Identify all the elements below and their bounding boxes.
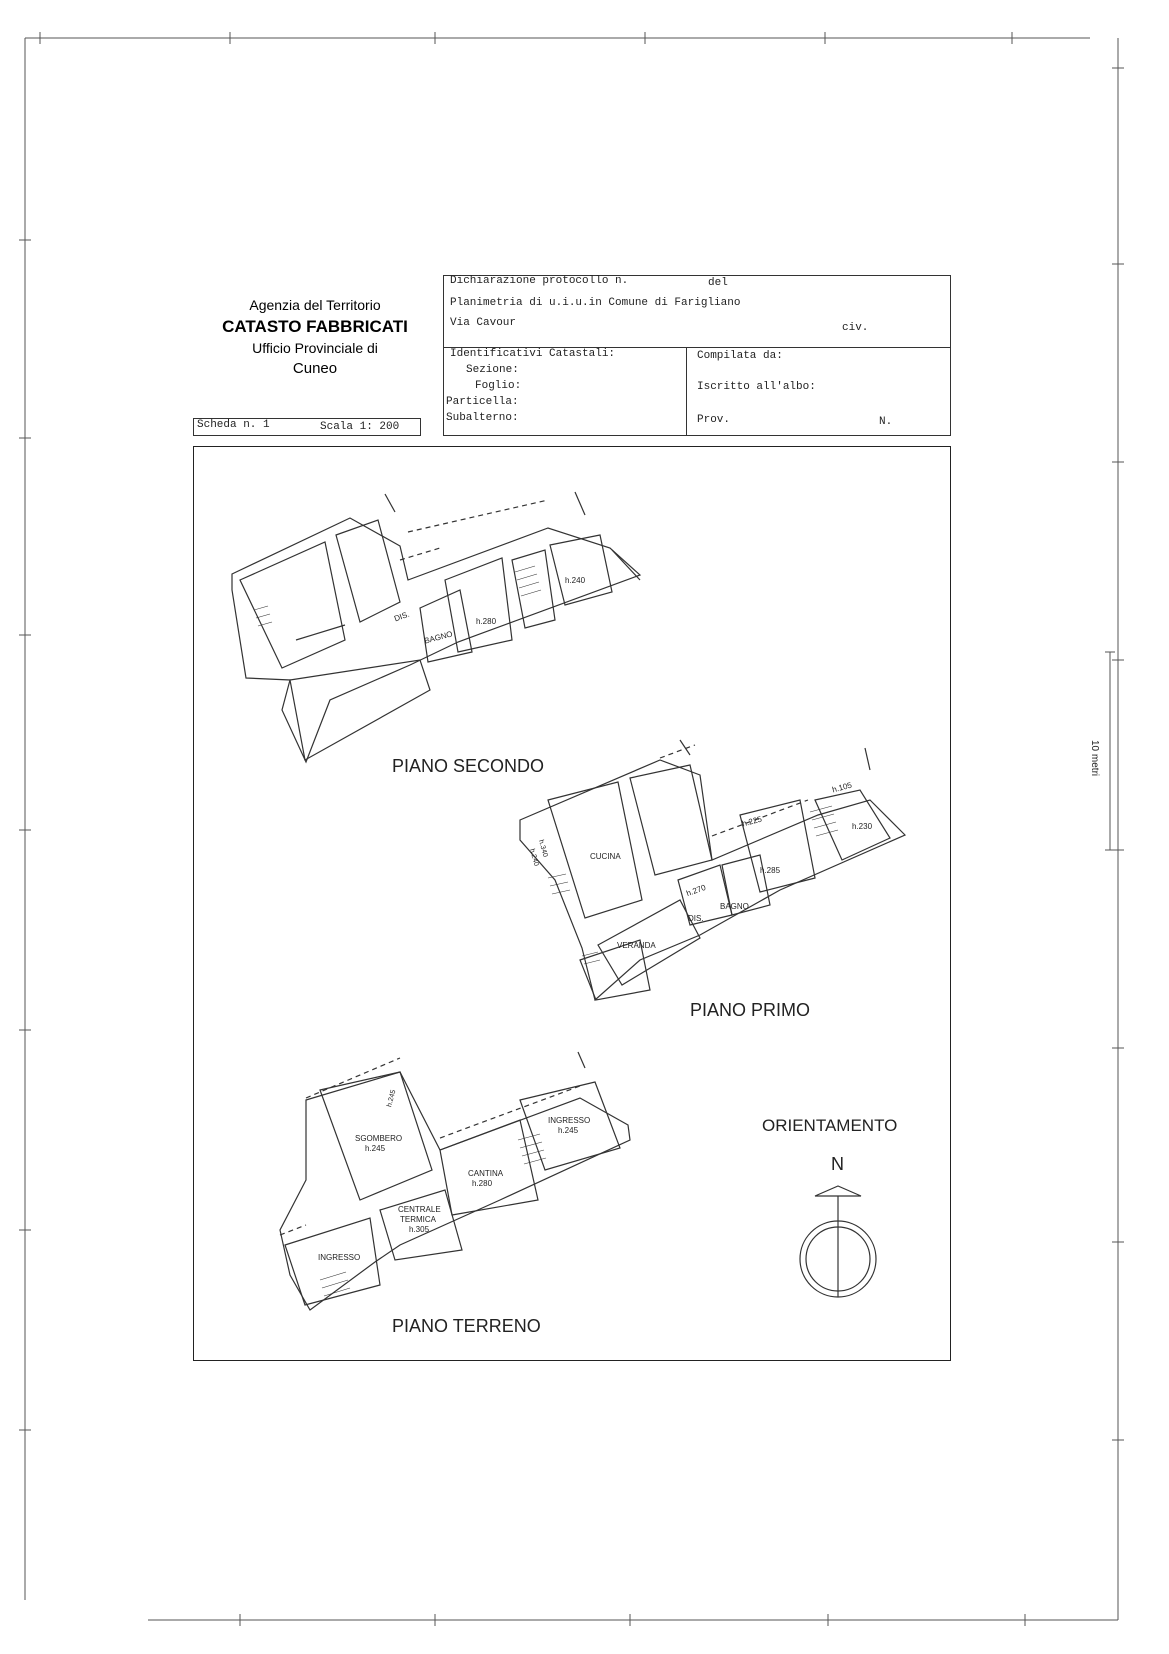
- room-label: CANTINA: [468, 1169, 504, 1178]
- office-city: Cuneo: [292, 360, 338, 377]
- plan-piano-primo: [520, 740, 905, 1000]
- room-label: h.280: [476, 617, 497, 626]
- room-label: h.340: [537, 839, 549, 858]
- room-label: SGOMBERO: [355, 1134, 403, 1143]
- catasto-title: CATASTO FABBRICATI: [222, 317, 408, 336]
- civ-label: civ.: [842, 322, 869, 334]
- compilata-label: Compilata da:: [697, 350, 783, 362]
- protocol-label: Dichiarazione protocollo n.: [450, 275, 629, 287]
- street-name: Via Cavour: [450, 317, 517, 329]
- subalterno-label: Subalterno:: [446, 412, 519, 424]
- room-label: INGRESSO: [318, 1253, 361, 1262]
- foglio-label: Foglio:: [475, 380, 522, 392]
- room-label: BAGNO: [720, 902, 749, 911]
- sezione-label: Sezione:: [466, 364, 519, 376]
- plan-piano-secondo: [232, 492, 640, 762]
- room-label: h.305: [409, 1225, 430, 1234]
- office-line: Ufficio Provinciale di: [252, 340, 378, 356]
- iscritto-label: Iscritto all'albo:: [697, 381, 816, 393]
- room-label: VERANDA: [617, 941, 656, 950]
- floor-title-primo: PIANO PRIMO: [690, 1000, 811, 1020]
- room-label: h.280: [472, 1179, 493, 1188]
- orientation-label: ORIENTAMENTO: [762, 1116, 898, 1135]
- room-label: DIS.: [392, 609, 411, 624]
- identifiers-title: Identificativi Catastali:: [450, 348, 616, 360]
- del-label: del: [708, 277, 728, 289]
- room-label: h.245: [365, 1144, 386, 1153]
- n-label: N.: [879, 416, 893, 428]
- agency-name: Agenzia del Territorio: [249, 297, 381, 313]
- room-label: INGRESSO: [548, 1116, 591, 1125]
- room-label: h.270: [685, 882, 707, 899]
- floor-title-secondo: PIANO SECONDO: [392, 756, 545, 776]
- scheda-scale: Scala 1: 200: [320, 421, 400, 433]
- plan-piano-terreno: [280, 1052, 630, 1310]
- scale-bar-label: 10 metri: [1089, 740, 1100, 777]
- scheda-label: Scheda n. 1: [197, 419, 270, 431]
- room-label: TERMICA: [400, 1215, 436, 1224]
- prov-label: Prov.: [697, 414, 731, 426]
- particella-label: Particella:: [446, 396, 519, 408]
- planimetria-line: Planimetria di u.i.u.in Comune di Farigliano: [450, 297, 741, 309]
- room-label: DIS.: [688, 914, 704, 923]
- room-label: BAGNO: [423, 629, 454, 646]
- compass-icon: [800, 1186, 876, 1297]
- room-label: h.240: [565, 576, 586, 585]
- room-label: CENTRALE: [398, 1205, 441, 1214]
- room-label: h.245: [386, 1089, 398, 1108]
- room-label: h.245: [558, 1126, 579, 1135]
- room-label: h.240: [528, 848, 540, 867]
- floor-title-terreno: PIANO TERRENO: [392, 1316, 541, 1336]
- room-label: h.105: [831, 780, 853, 795]
- room-label: h.285: [760, 866, 781, 875]
- north-label: N: [831, 1154, 844, 1174]
- room-label: h.230: [852, 822, 873, 831]
- room-label: h.225: [741, 814, 763, 829]
- room-label: CUCINA: [590, 852, 621, 861]
